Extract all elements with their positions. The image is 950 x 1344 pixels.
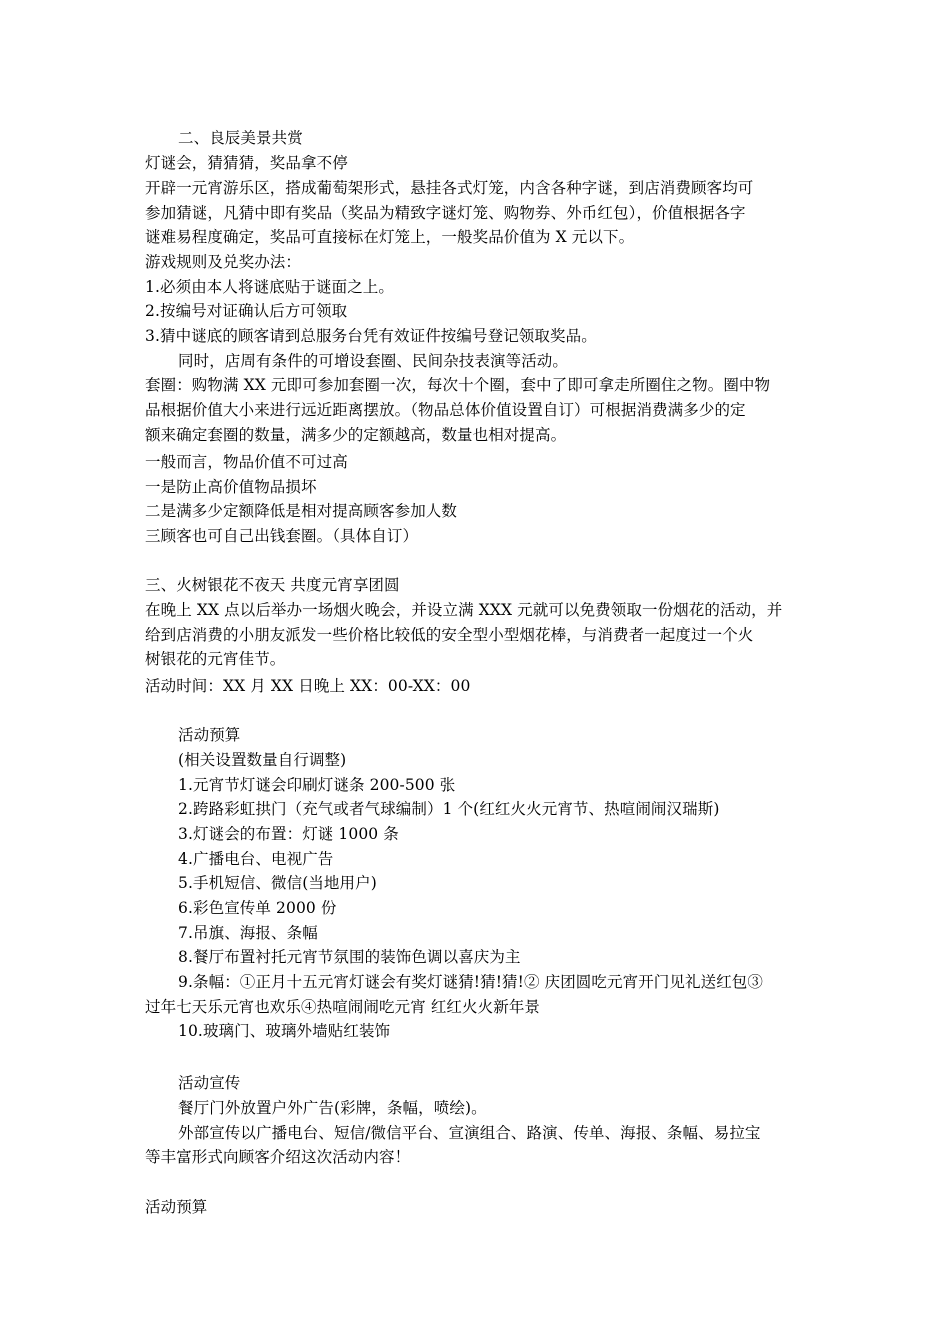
budget-heading: 活动预算 bbox=[178, 726, 241, 744]
budget-item: 4.广播电台、电视广告 bbox=[178, 850, 334, 868]
paragraph-line: 三顾客也可自己出钱套圈。（具体自订） bbox=[145, 527, 419, 545]
budget-item: 2.跨路彩虹拱门（充气或者气球编制）1 个(红红火火元宵节、热喧闹闹汉瑞斯) bbox=[178, 800, 720, 818]
budget-item: 5.手机短信、微信(当地用户) bbox=[178, 874, 377, 892]
budget-item: 6.彩色宣传单 2000 份 bbox=[178, 899, 337, 917]
paragraph-line: 谜难易程度确定，奖品可直接标在灯笼上，一般奖品价值为 X 元以下。 bbox=[145, 228, 635, 246]
budget-item: 3.灯谜会的布置：灯谜 1000 条 bbox=[178, 825, 399, 843]
budget-item-continuation: 过年七天乐元宵也欢乐④热喧闹闹吃元宵 红红火火新年景 bbox=[145, 998, 541, 1016]
budget-item: 1.元宵节灯谜会印刷灯谜条 200-500 张 bbox=[178, 776, 456, 794]
paragraph-line: 一般而言，物品价值不可过高 bbox=[145, 453, 348, 471]
paragraph-line: 同时，店周有条件的可增设套圈、民间杂技表演等活动。 bbox=[178, 352, 569, 370]
budget-item: 8.餐厅布置衬托元宵节氛围的装饰色调以喜庆为主 bbox=[178, 948, 521, 966]
paragraph-line: 等丰富形式向顾客介绍这次活动内容！ bbox=[145, 1148, 411, 1166]
rule-item: 3.猜中谜底的顾客请到总服务台凭有效证件按编号登记领取奖品。 bbox=[145, 327, 597, 345]
budget-item: 10.玻璃门、玻璃外墙贴红装饰 bbox=[178, 1022, 391, 1040]
paragraph-line: 树银花的元宵佳节。 bbox=[145, 650, 286, 668]
paragraph-line: 套圈：购物满 XX 元即可参加套圈一次，每次十个圈，套中了即可拿走所圈住之物。圈中物 bbox=[145, 376, 771, 394]
budget-heading-2: 活动预算 bbox=[145, 1198, 208, 1216]
rule-item: 2.按编号对证确认后方可领取 bbox=[145, 302, 348, 320]
activity-time: 活动时间：XX 月 XX 日晚上 XX：00-XX：00 bbox=[145, 677, 471, 695]
promotion-heading: 活动宣传 bbox=[178, 1074, 241, 1092]
budget-note: (相关设置数量自行调整) bbox=[178, 751, 347, 769]
paragraph-line: 外部宣传以广播电台、短信/微信平台、宣演组合、路演、传单、海报、条幅、易拉宝 bbox=[178, 1124, 761, 1142]
paragraph-line: 一是防止高价值物品损坏 bbox=[145, 478, 317, 496]
paragraph-line: 给到店消费的小朋友派发一些价格比较低的安全型小型烟花棒，与消费者一起度过一个火 bbox=[145, 626, 754, 644]
paragraph-line: 餐厅门外放置户外广告(彩牌，条幅，喷绘)。 bbox=[178, 1099, 487, 1117]
paragraph-line: 品根据价值大小来进行远近距离摆放。（物品总体价值设置自订）可根据消费满多少的定 bbox=[145, 401, 746, 419]
paragraph-line: 二是满多少定额降低是相对提高顾客参加人数 bbox=[145, 502, 458, 520]
rule-item: 1.必须由本人将谜底贴于谜面之上。 bbox=[145, 278, 394, 296]
budget-item: 7.吊旗、海报、条幅 bbox=[178, 924, 318, 942]
paragraph-line: 参加猜谜，凡猜中即有奖品（奖品为精致字谜灯笼、购物券、外币红包），价值根据各字 bbox=[145, 204, 746, 222]
budget-item: 9.条幅：①正月十五元宵灯谜会有奖灯谜猜!猜!猜!② 庆团圆吃元宵开门见礼送红包③ bbox=[178, 973, 764, 991]
section-heading-2: 二、良辰美景共赏 bbox=[178, 129, 303, 147]
paragraph-line: 开辟一元宵游乐区，搭成葡萄架形式，悬挂各式灯笼，内含各种字谜，到店消费顾客均可 bbox=[145, 179, 754, 197]
paragraph-line: 额来确定套圈的数量，满多少的定额越高，数量也相对提高。 bbox=[145, 426, 567, 444]
paragraph-line: 在晚上 XX 点以后举办一场烟火晚会，并设立满 XXX 元就可以免费领取一份烟花的活动，并 bbox=[145, 601, 783, 619]
rules-heading: 游戏规则及兑奖办法： bbox=[145, 253, 302, 271]
subheading-lantern-riddles: 灯谜会，猜猜猜，奖品拿不停 bbox=[145, 154, 348, 172]
section-heading-3: 三、火树银花不夜天 共度元宵享团圆 bbox=[145, 576, 400, 594]
